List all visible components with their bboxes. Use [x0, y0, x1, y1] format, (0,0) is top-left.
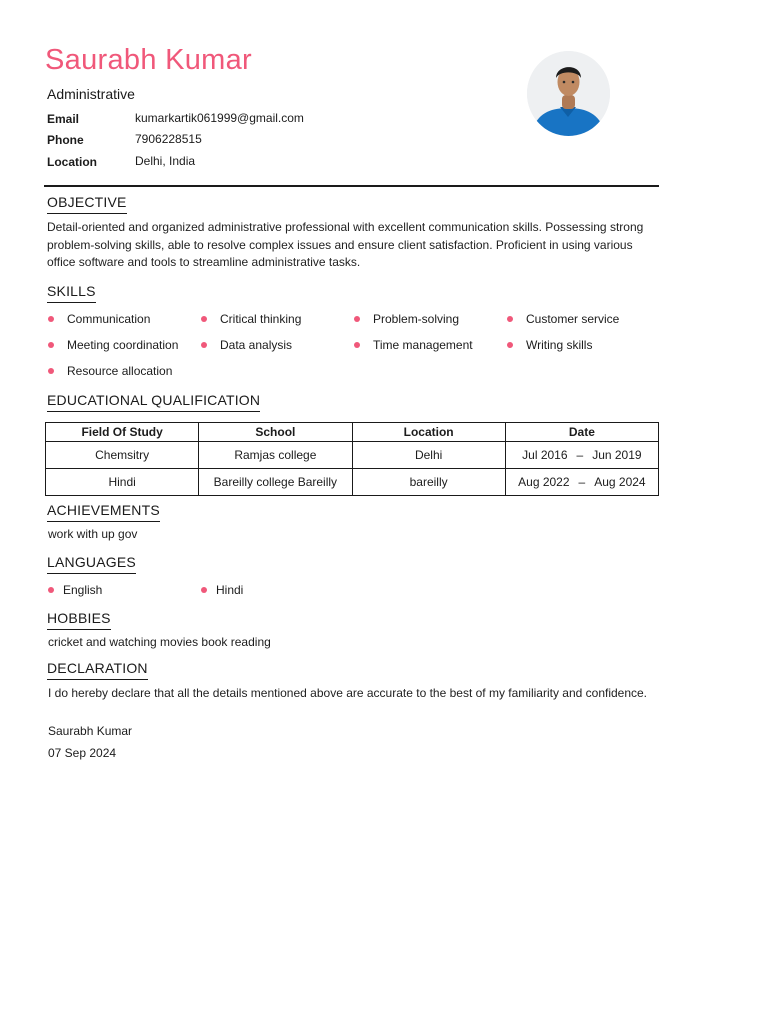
- header-date: Date: [505, 423, 658, 442]
- skill-label: Data analysis: [220, 338, 293, 352]
- date-start: Aug 2022: [518, 475, 570, 489]
- skill-label: Resource allocation: [67, 364, 173, 378]
- skill-item: [354, 312, 459, 326]
- skill-label: Writing skills: [526, 338, 593, 352]
- skill-item: [201, 338, 292, 352]
- header-field-of-study: Field Of Study: [46, 423, 199, 442]
- hobbies-text: cricket and watching movies book reading: [48, 635, 271, 649]
- education-table: [45, 422, 659, 496]
- declaration-date: 07 Sep 2024: [48, 746, 117, 760]
- header-location: Location: [352, 423, 505, 442]
- cell-field: Chemsitry: [46, 442, 199, 469]
- table-header-row: [46, 423, 659, 442]
- cell-field: Hindi: [46, 469, 199, 496]
- languages-title: LANGUAGES: [47, 554, 136, 574]
- skill-item: [201, 312, 301, 326]
- location-value: Delhi, India: [135, 154, 196, 168]
- cell-location: bareilly: [352, 469, 505, 496]
- language-label: Hindi: [216, 583, 244, 597]
- achievements-title: ACHIEVEMENTS: [47, 502, 160, 522]
- date-separator: –: [576, 448, 584, 462]
- profile-photo: [527, 51, 610, 136]
- date-end: Aug 2024: [594, 475, 646, 489]
- bullet-dot: [354, 316, 360, 322]
- skill-item: [507, 338, 592, 352]
- objective-text: Detail-oriented and organized administrative professional with excellent communication skills. Possessing strong problem-solving skills, able to resolve complex issues and ensure client satisfaction. Proficient in using various office software and tools to streamline administrative tasks.: [47, 220, 644, 269]
- declaration-name: Saurabh Kumar: [48, 724, 133, 738]
- language-item: [48, 583, 102, 597]
- skill-item: [507, 312, 619, 326]
- skill-item: [354, 338, 473, 352]
- bullet-dot: [507, 316, 513, 322]
- bullet-dot: [48, 316, 54, 322]
- bullet-dot: [201, 316, 207, 322]
- candidate-role: Administrative: [47, 86, 135, 102]
- skill-label: Time management: [373, 338, 473, 352]
- language-label: English: [63, 583, 103, 597]
- email-value: kumarkartik061999@gmail.com: [135, 111, 304, 125]
- skill-label: Meeting coordination: [67, 338, 179, 352]
- candidate-name: Saurabh Kumar: [45, 44, 253, 76]
- date-start: Jul 2016: [522, 448, 568, 462]
- language-item: [201, 583, 243, 597]
- cell-date: [505, 442, 658, 469]
- bullet-dot: [48, 342, 54, 348]
- declaration-text: I do hereby declare that all the details mentioned above are accurate to the best of my familiarity and confidence.: [48, 686, 648, 700]
- declaration-title: DECLARATION: [47, 660, 148, 680]
- education-title: EDUCATIONAL QUALIFICATION: [47, 392, 260, 412]
- skill-label: Communication: [67, 312, 151, 326]
- email-label: Email: [47, 112, 80, 126]
- achievements-text: work with up gov: [48, 527, 138, 541]
- date-separator: –: [578, 475, 586, 489]
- skill-label: Problem-solving: [373, 312, 460, 326]
- phone-value: 7906228515: [135, 132, 202, 146]
- skill-item: [48, 312, 150, 326]
- bullet-dot: [507, 342, 513, 348]
- cell-date: [505, 469, 658, 496]
- bullet-dot: [201, 342, 207, 348]
- bullet-dot: [201, 587, 207, 593]
- skill-item: [48, 364, 172, 378]
- cell-school: Bareilly college Bareilly: [199, 469, 352, 496]
- table-row: [46, 469, 659, 496]
- header-divider: [44, 185, 659, 187]
- phone-label: Phone: [47, 133, 84, 147]
- header-school: School: [199, 423, 352, 442]
- cell-location: Delhi: [352, 442, 505, 469]
- bullet-dot: [48, 587, 54, 593]
- skill-item: [48, 338, 178, 352]
- profile-photo-icon: [527, 51, 610, 136]
- bullet-dot: [48, 368, 54, 374]
- date-end: Jun 2019: [592, 448, 642, 462]
- bullet-dot: [354, 342, 360, 348]
- skill-label: Customer service: [526, 312, 620, 326]
- skill-label: Critical thinking: [220, 312, 302, 326]
- location-label: Location: [47, 155, 97, 169]
- table-row: [46, 442, 659, 469]
- skills-title: SKILLS: [47, 283, 96, 303]
- objective-title: OBJECTIVE: [47, 194, 127, 214]
- hobbies-title: HOBBIES: [47, 610, 111, 630]
- cell-school: Ramjas college: [199, 442, 352, 469]
